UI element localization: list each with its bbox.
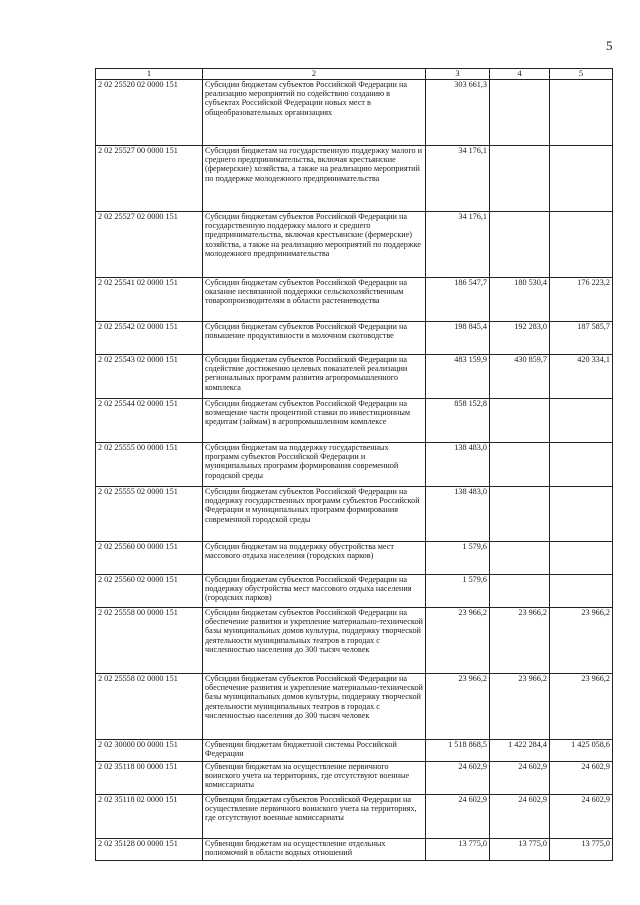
row-value-3: 23 966,2 bbox=[550, 608, 613, 674]
table-row bbox=[96, 674, 613, 740]
row-value-3 bbox=[550, 575, 613, 608]
row-code: 2 02 25541 02 0000 151 bbox=[96, 278, 203, 322]
table-row bbox=[96, 355, 613, 399]
header-row bbox=[96, 69, 613, 80]
row-value-2: 24 602,9 bbox=[490, 762, 550, 795]
table-row bbox=[96, 278, 613, 322]
header-cell: 4 bbox=[490, 69, 550, 80]
row-description: Субвенции бюджетам субъектов Российской Федерации на осуществление первичного воинского учета на территориях, где отсутствуют военные комиссариаты bbox=[203, 795, 426, 839]
table-row bbox=[96, 762, 613, 795]
row-value-2: 24 602,9 bbox=[490, 795, 550, 839]
row-value-1: 1 579,6 bbox=[426, 575, 490, 608]
row-value-3 bbox=[550, 487, 613, 542]
row-code: 2 02 25555 02 0000 151 bbox=[96, 487, 203, 542]
table-row bbox=[96, 542, 613, 575]
row-value-1: 186 547,7 bbox=[426, 278, 490, 322]
table-row bbox=[96, 212, 613, 278]
row-description: Субсидии бюджетам на поддержку государственных программ субъектов Российской Федерации и муниципальных программ формирования современной городской среды bbox=[203, 443, 426, 487]
header-cell: 1 bbox=[96, 69, 203, 80]
table-row bbox=[96, 740, 613, 762]
row-description: Субвенции бюджетам на осуществление отдельных полномочий в области водных отношений bbox=[203, 839, 426, 861]
row-value-2 bbox=[490, 443, 550, 487]
row-code: 2 02 25558 02 0000 151 bbox=[96, 674, 203, 740]
row-code: 2 02 30000 00 0000 151 bbox=[96, 740, 203, 762]
row-code: 2 02 25520 02 0000 151 bbox=[96, 80, 203, 146]
row-code: 2 02 25544 02 0000 151 bbox=[96, 399, 203, 443]
row-value-2 bbox=[490, 487, 550, 542]
row-value-3: 13 775,0 bbox=[550, 839, 613, 861]
table-row bbox=[96, 443, 613, 487]
row-code: 2 02 25527 02 0000 151 bbox=[96, 212, 203, 278]
row-value-1: 138 483,0 bbox=[426, 443, 490, 487]
table-row bbox=[96, 399, 613, 443]
row-value-3 bbox=[550, 146, 613, 212]
table-row bbox=[96, 322, 613, 355]
row-value-3 bbox=[550, 212, 613, 278]
row-code: 2 02 35118 02 0000 151 bbox=[96, 795, 203, 839]
row-value-1: 198 845,4 bbox=[426, 322, 490, 355]
row-value-1: 483 159,9 bbox=[426, 355, 490, 399]
row-description: Субсидии бюджетам субъектов Российской Федерации на поддержку обустройства мест массового отдыха населения (городских парков) bbox=[203, 575, 426, 608]
row-value-3 bbox=[550, 399, 613, 443]
row-code: 2 02 25560 00 0000 151 bbox=[96, 542, 203, 575]
table-row bbox=[96, 839, 613, 861]
table-row bbox=[96, 608, 613, 674]
row-value-2 bbox=[490, 212, 550, 278]
row-description: Субсидии бюджетам субъектов Российской Федерации на государственную поддержку малого и среднего предпринимательства, включая крестьянские (фермерские) хозяйства, а также на реализацию мероприятий по поддержке молодежного предпринимательства bbox=[203, 212, 426, 278]
row-value-1: 23 966,2 bbox=[426, 608, 490, 674]
budget-table bbox=[95, 68, 613, 861]
row-value-2 bbox=[490, 575, 550, 608]
row-description: Субвенции бюджетам на осуществление первичного воинского учета на территориях, где отсутствуют военные комиссариаты bbox=[203, 762, 426, 795]
table-row bbox=[96, 795, 613, 839]
header-cell: 3 bbox=[426, 69, 490, 80]
row-value-1: 24 602,9 bbox=[426, 795, 490, 839]
row-code: 2 02 25542 02 0000 151 bbox=[96, 322, 203, 355]
row-code: 2 02 35118 00 0000 151 bbox=[96, 762, 203, 795]
row-description: Субсидии бюджетам субъектов Российской Федерации на возмещение части процентной ставки по инвестиционным кредитам (займам) в агропромышленном комплексе bbox=[203, 399, 426, 443]
row-value-2: 180 530,4 bbox=[490, 278, 550, 322]
row-code: 2 02 25527 00 0000 151 bbox=[96, 146, 203, 212]
row-value-2 bbox=[490, 146, 550, 212]
row-code: 2 02 25543 02 0000 151 bbox=[96, 355, 203, 399]
row-value-3 bbox=[550, 443, 613, 487]
row-value-1: 13 775,0 bbox=[426, 839, 490, 861]
table-row bbox=[96, 487, 613, 542]
row-code: 2 02 35128 00 0000 151 bbox=[96, 839, 203, 861]
row-value-3 bbox=[550, 80, 613, 146]
row-value-2: 430 859,7 bbox=[490, 355, 550, 399]
row-description: Субсидии бюджетам субъектов Российской Федерации на повышение продуктивности в молочном скотоводстве bbox=[203, 322, 426, 355]
row-code: 2 02 25558 00 0000 151 bbox=[96, 608, 203, 674]
row-value-2 bbox=[490, 399, 550, 443]
row-value-2 bbox=[490, 80, 550, 146]
header-cell: 2 bbox=[203, 69, 426, 80]
row-value-2: 23 966,2 bbox=[490, 608, 550, 674]
row-value-3 bbox=[550, 542, 613, 575]
row-description: Субсидии бюджетам субъектов Российской Федерации на обеспечение развития и укрепление материально-технической базы муниципальных домов культуры, поддержку творческой деятельности муниципальных театров в городах с численностью населения до 300 тысяч человек bbox=[203, 674, 426, 740]
row-value-3: 24 602,9 bbox=[550, 762, 613, 795]
row-value-2: 192 283,0 bbox=[490, 322, 550, 355]
row-description: Субсидии бюджетам на государственную поддержку малого и среднего предпринимательства, включая крестьянские (фермерские) хозяйства, а также на реализацию мероприятий по поддержке молодежного предпринимательства bbox=[203, 146, 426, 212]
page-number: 5 bbox=[606, 38, 613, 53]
row-description: Субсидии бюджетам субъектов Российской Федерации на обеспечение развития и укрепление материально-технической базы муниципальных домов культуры, поддержку творческой деятельности муниципальных театров в городах с численностью населения до 300 тысяч человек bbox=[203, 608, 426, 674]
row-value-1: 303 661,3 bbox=[426, 80, 490, 146]
row-description: Субсидии бюджетам на поддержку обустройства мест массового отдыха населения (городских парков) bbox=[203, 542, 426, 575]
row-description: Субвенции бюджетам бюджетной системы Российской Федерации bbox=[203, 740, 426, 762]
row-value-1: 858 152,8 bbox=[426, 399, 490, 443]
row-value-1: 23 966,2 bbox=[426, 674, 490, 740]
table-row bbox=[96, 146, 613, 212]
row-value-2: 13 775,0 bbox=[490, 839, 550, 861]
table-row bbox=[96, 575, 613, 608]
row-code: 2 02 25560 02 0000 151 bbox=[96, 575, 203, 608]
row-description: Субсидии бюджетам субъектов Российской Федерации на реализацию мероприятий по содействию созданию в субъектах Российской Федерации новых мест в общеобразовательных организациях bbox=[203, 80, 426, 146]
row-description: Субсидии бюджетам субъектов Российской Федерации на поддержку государственных программ субъектов Российской Федерации и муниципальных программ формирования современной городской среды bbox=[203, 487, 426, 542]
row-value-1: 34 176,1 bbox=[426, 146, 490, 212]
row-description: Субсидии бюджетам субъектов Российской Федерации на содействие достижению целевых показателей реализации региональных программ развития агропромышленного комплекса bbox=[203, 355, 426, 399]
row-value-1: 1 518 868,5 bbox=[426, 740, 490, 762]
table-row bbox=[96, 80, 613, 146]
row-value-3: 420 334,1 bbox=[550, 355, 613, 399]
row-value-2 bbox=[490, 542, 550, 575]
row-value-3: 187 585,7 bbox=[550, 322, 613, 355]
row-value-3: 1 425 058,6 bbox=[550, 740, 613, 762]
row-value-2: 1 422 284,4 bbox=[490, 740, 550, 762]
row-value-1: 34 176,1 bbox=[426, 212, 490, 278]
row-code: 2 02 25555 00 0000 151 bbox=[96, 443, 203, 487]
row-value-1: 1 579,6 bbox=[426, 542, 490, 575]
row-value-3: 23 966,2 bbox=[550, 674, 613, 740]
row-description: Субсидии бюджетам субъектов Российской Федерации на оказание несвязанной поддержки сельскохозяйственным товаропроизводителям в области растениеводства bbox=[203, 278, 426, 322]
header-cell: 5 bbox=[550, 69, 613, 80]
row-value-1: 138 483,0 bbox=[426, 487, 490, 542]
row-value-3: 176 223,2 bbox=[550, 278, 613, 322]
row-value-2: 23 966,2 bbox=[490, 674, 550, 740]
row-value-3: 24 602,9 bbox=[550, 795, 613, 839]
row-value-1: 24 602,9 bbox=[426, 762, 490, 795]
